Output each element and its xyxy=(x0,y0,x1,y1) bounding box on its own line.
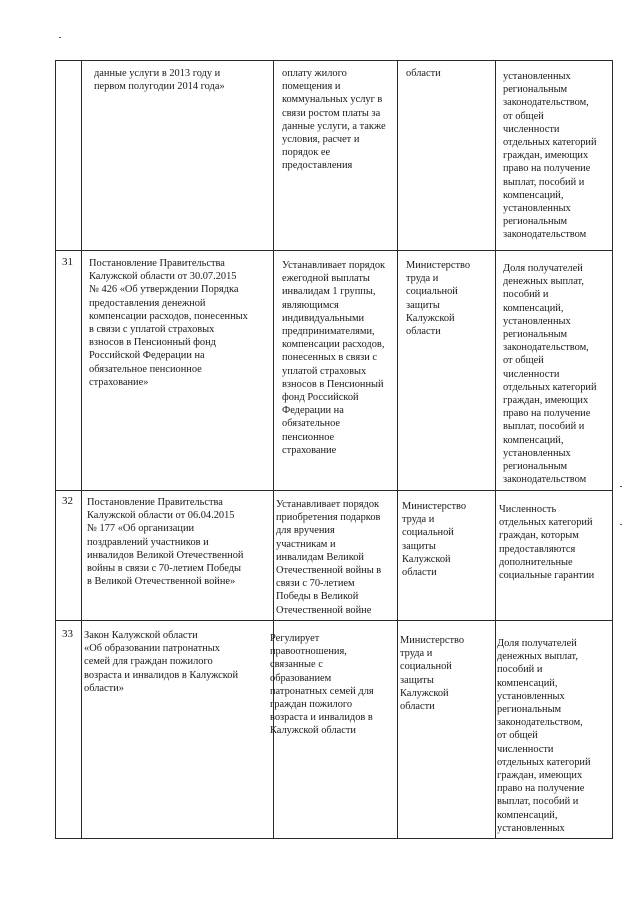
document-cell: Постановление Правительства Калужской области от 06.04.2015 № 177 «Об организации поздравлений участников и инвалидов Великой Отечественной войны в связи с 70-летием Победы в Великой Отечественной войне» xyxy=(87,497,244,588)
indicator-cell: установленных региональным законодательством, от общей численности отдельных категорий граждан, имеющих право на получение выплат, пособий и компенсаций, установленных региональным законодательством xyxy=(503,71,597,241)
column-divider xyxy=(81,60,82,838)
purpose-cell: оплату жилого помещения и коммунальных услуг в связи ростом платы за данные услуги, а также условия, расчет и порядок ее предоставления xyxy=(282,68,386,172)
scan-speck xyxy=(620,524,622,525)
scan-speck xyxy=(59,37,61,38)
executor-cell: Министерство труда и социальной защиты Калужской области xyxy=(406,260,471,338)
document-cell: данные услуги в 2013 году и первом полугодии 2014 года» xyxy=(94,68,225,93)
indicator-cell: Доля получателей денежных выплат, пособий и компенсаций, установленных региональным законодательством, от общей численности отдельных категорий граждан, имеющих право на получение выплат, пособий и компенсаций, установленных региональным законодательством xyxy=(503,263,597,486)
purpose-cell: Устанавливает порядок приобретения подарков для вручения участникам и инвалидам Великой Отечественной войны в связи с 70-летием Победы в Великой Отечественной войне xyxy=(276,499,382,616)
scan-speck xyxy=(620,486,622,487)
row-number: 32 xyxy=(62,495,73,507)
row-number: 31 xyxy=(62,256,73,268)
indicator-cell: Доля получателей денежных выплат, пособий и компенсаций, установленных региональным законодательством, от общей численности отдельных категорий граждан, имеющих право на получение выплат, пособий и компенсаций, установленных xyxy=(497,638,591,834)
row-number: 33 xyxy=(62,628,73,640)
table-right-border xyxy=(612,60,613,838)
executor-cell: области xyxy=(406,68,441,79)
document-cell: Постановление Правительства Калужской области от 30.07.2015 № 426 «Об утверждении Порядка предоставления денежной компенсации расходов, понесенных в связи с уплатой страховых взносов в Пенсионный фонд Российской Федерации на обязательное пенсионное страхование» xyxy=(89,258,248,388)
purpose-cell: Регулирует правоотношения, связанные с образованием патронатных семей для граждан пожилого возраста и инвалидов в Калужской области xyxy=(270,633,374,737)
column-divider xyxy=(495,60,496,838)
table-bottom-border xyxy=(55,838,613,839)
executor-cell: Министерство труда и социальной защиты Калужской области xyxy=(402,501,467,579)
executor-cell: Министерство труда и социальной защиты Калужской области xyxy=(400,635,465,713)
document-cell: Закон Калужской области «Об образовании патронатных семей для граждан пожилого возраста и инвалидов в Калужской области» xyxy=(84,630,239,694)
row-divider xyxy=(55,620,613,621)
row-divider xyxy=(55,250,613,251)
indicator-cell: Численность отдельных категорий граждан, которым предоставляются дополнительные социальные гарантии xyxy=(499,504,595,582)
table-left-border xyxy=(55,60,56,838)
table-top-border xyxy=(55,60,613,61)
purpose-cell: Устанавливает порядок ежегодной выплаты инвалидам 1 группы, являющимся индивидуальными предпринимателями, компенсации расходов, понесенных в связи с уплатой страховых взносов в Пенсионный фонд Российской Федерации на обязательное пенсионное страхование xyxy=(282,260,386,456)
row-divider xyxy=(55,490,613,491)
column-divider xyxy=(397,60,398,838)
